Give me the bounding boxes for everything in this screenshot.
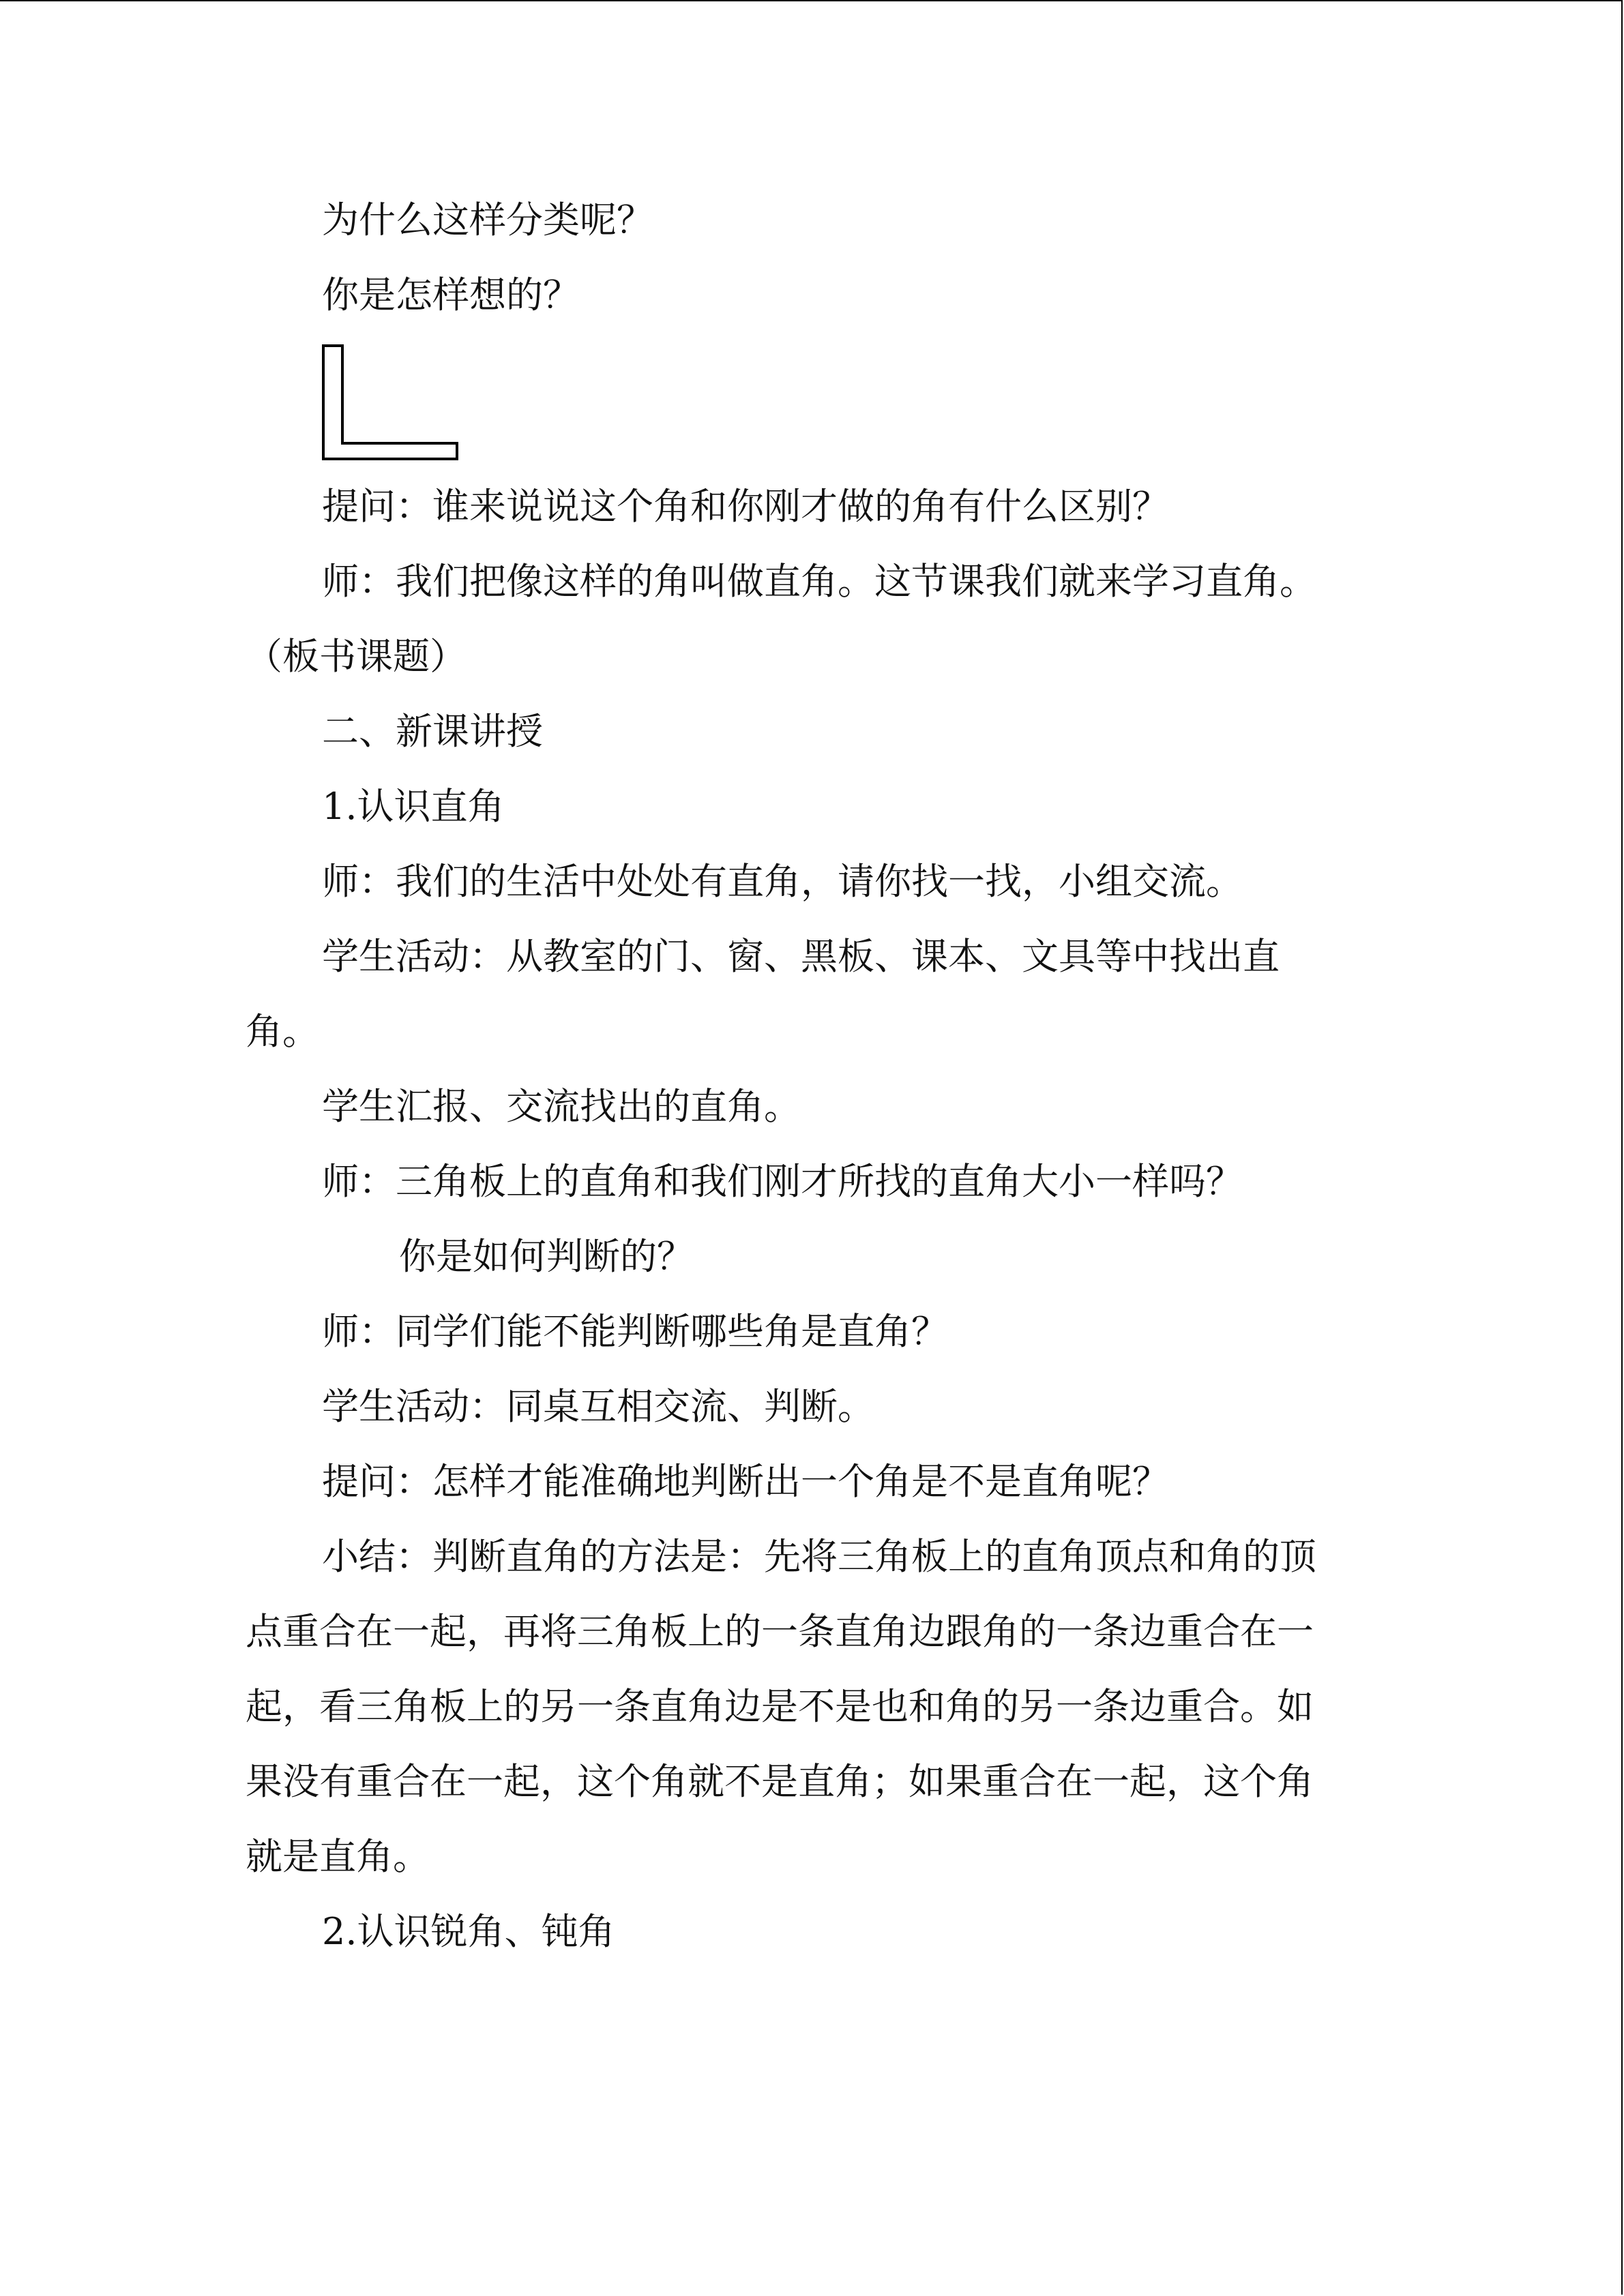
subheading-acute-obtuse: 2.认识锐角、钝角 [322,1910,615,1953]
board-topic-note: （板书课题） [246,635,467,678]
question-how-think: 你是怎样想的？ [322,273,580,316]
right-angle-figure [322,344,458,462]
prompt-accurate-judge: 提问：怎样才能准确地判断出一个角是不是直角呢？ [322,1460,1169,1503]
student-activity-find: 学生活动：从教室的门、窗、黑板、课本、文具等中找出直 [322,935,1280,978]
subheading-know-right-angle: 1.认识直角 [322,785,505,828]
section-heading-new-lesson: 二、新课讲授 [322,710,543,753]
teacher-compare-size: 师：三角板上的直角和我们刚才所找的直角大小一样吗？ [322,1160,1243,1203]
student-report: 学生汇报、交流找出的直角。 [322,1085,801,1128]
teacher-intro-right-angle: 师：我们把像这样的角叫做直角。这节课我们就来学习直角。 [322,560,1316,603]
question-why-classify: 为什么这样分类呢？ [322,198,653,241]
student-activity-deskmate: 学生活动：同桌互相交流、判断。 [322,1385,874,1428]
summary-line-5: 就是直角。 [246,1835,430,1878]
teacher-find-right-angles: 师：我们的生活中处处有直角，请你找一找，小组交流。 [322,860,1243,903]
summary-line-4: 果没有重合在一起，这个角就不是直角；如果重合在一起，这个角 [246,1760,1314,1803]
summary-line-3: 起，看三角板上的另一条直角边是不是也和角的另一条边重合。如 [246,1685,1314,1728]
question-how-judge: 你是如何判断的？ [399,1235,694,1278]
summary-line-2: 点重合在一起，再将三角板上的一条直角边跟角的一条边重合在一 [246,1610,1314,1653]
teacher-judge-which: 师：同学们能不能判断哪些角是直角？ [322,1310,948,1353]
student-activity-find-cont: 角。 [246,1010,319,1053]
summary-line-1: 小结：判断直角的方法是：先将三角板上的直角顶点和角的顶 [322,1535,1316,1578]
prompt-difference: 提问：谁来说说这个角和你刚才做的角有什么区别？ [322,485,1169,528]
